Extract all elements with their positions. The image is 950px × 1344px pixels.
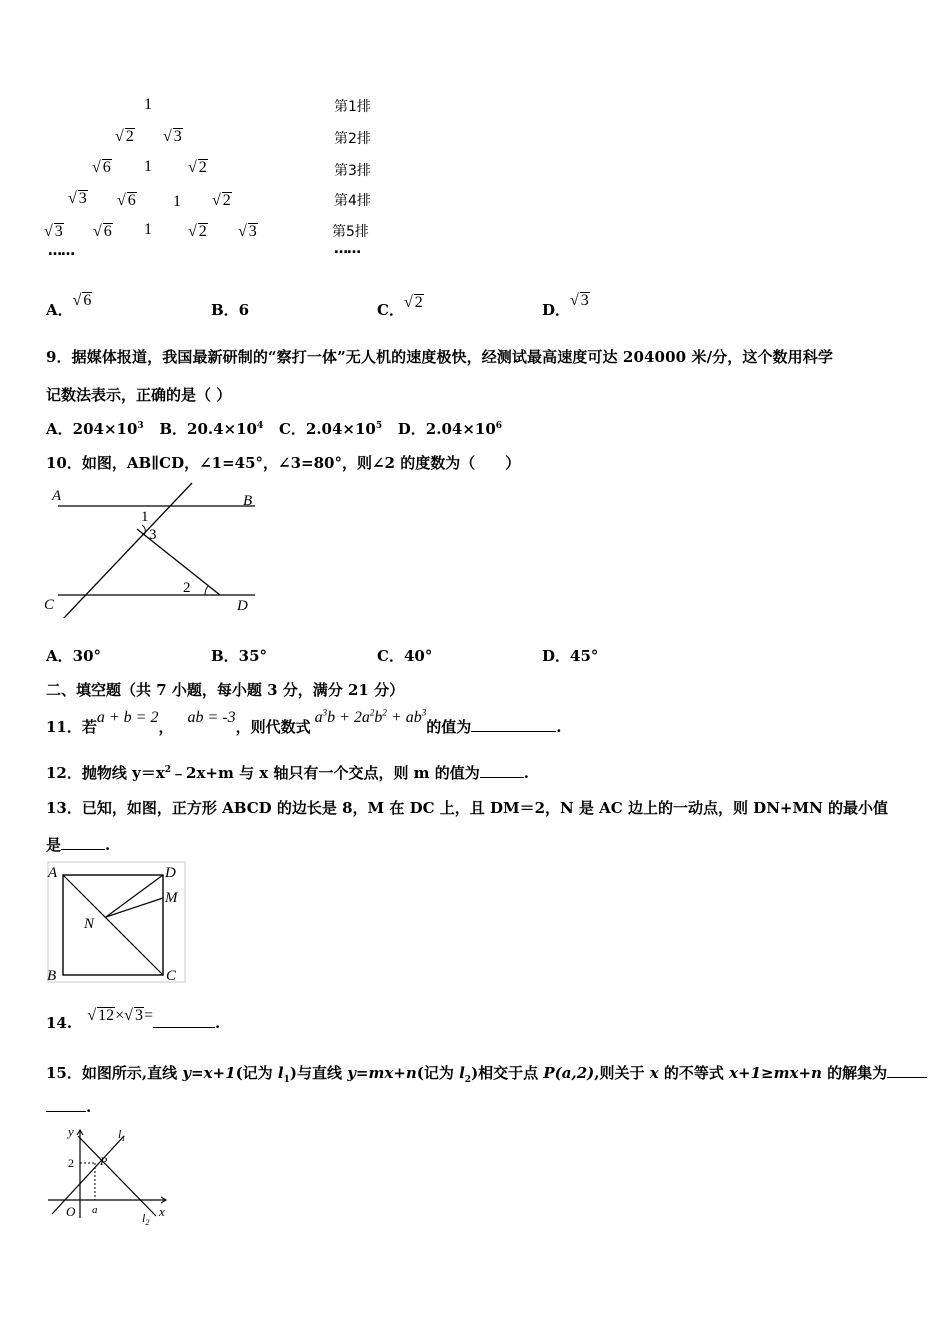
- q10-parallel-lines-figure: [40, 478, 270, 618]
- q8-option-d: D．√ 3: [542, 292, 589, 319]
- q10-option-b: B．35°: [211, 647, 268, 665]
- q12: 12．抛物线 $y=x^2﹣2x+m$ 与 x 轴只有一个交点，则 m 的值为 .: [46, 764, 530, 782]
- row-label-3: 第3排: [334, 163, 371, 179]
- label-c: C: [44, 597, 55, 613]
- q8-option-b: B．6: [211, 301, 250, 319]
- q10-option-d: D．45°: [542, 647, 599, 665]
- tick-a: a: [92, 1204, 98, 1216]
- tick-2: 2: [68, 1156, 74, 1170]
- tri-r5c2: √ 6: [93, 223, 112, 240]
- q10-option-a: A．30°: [46, 647, 102, 665]
- y-label: y: [68, 1124, 74, 1139]
- tri-r3c3: √ 2: [188, 159, 207, 176]
- transversal: [62, 483, 192, 618]
- q8-option-c: C．√ 2: [377, 294, 423, 319]
- tri-r5c3: 1: [144, 221, 152, 238]
- q15-answer-blank[interactable]: [887, 1077, 927, 1078]
- row-label-2: 第2排: [334, 131, 371, 147]
- q9-option-a: A．$204\times 10^3$: [46, 420, 144, 438]
- q13-answer-blank[interactable]: [61, 849, 105, 850]
- tri-r4c1: √ 3: [68, 190, 87, 207]
- tri-r4c2: √ 6: [117, 192, 136, 209]
- row-label-5: 第5排: [332, 224, 369, 240]
- angle-2-label: 2: [183, 580, 191, 596]
- tri-ellipsis-left: ……: [48, 243, 74, 259]
- q9-option-c: C．$2.04\times 10^5$: [278, 420, 383, 438]
- angle-3-label: 3: [149, 527, 157, 543]
- q12-answer-blank[interactable]: [480, 777, 524, 778]
- label-b: B: [47, 968, 57, 984]
- q11-answer-blank[interactable]: [471, 731, 556, 732]
- q14-answer-blank[interactable]: [153, 1027, 215, 1028]
- line-l2: [78, 1136, 156, 1216]
- q9-option-d: D．$2.04\times 10^6$: [397, 420, 503, 438]
- tri-r5c4: √ 2: [188, 223, 207, 240]
- tri-r4c3: 1: [173, 193, 181, 210]
- q13-line2: 是 .: [46, 836, 111, 854]
- q13-square-figure: [44, 860, 189, 985]
- label-c: C: [166, 968, 177, 984]
- q11: 11．若a + b = 2，ab = -3，则代数式$a^3b + 2a^2b^2 + ab^3$的值为 .: [46, 707, 562, 736]
- x-label: x: [159, 1204, 165, 1219]
- q15-line2: .: [46, 1098, 91, 1116]
- angle-1-label: 1: [141, 509, 149, 525]
- diagonal-ac: [63, 875, 163, 975]
- q15-graph-figure: [44, 1124, 174, 1228]
- tri-r5c1: √ 3: [44, 223, 63, 240]
- q14: 14. √ 12×√ 3= .: [46, 1007, 221, 1032]
- point-p-label: P: [100, 1154, 108, 1168]
- tri-r1c1: 1: [144, 96, 152, 113]
- tri-r2c2: √ 3: [163, 128, 182, 145]
- label-b: B: [243, 493, 253, 509]
- label-a: A: [48, 865, 58, 881]
- label-d: D: [165, 865, 176, 881]
- q9-line2: 记数法表示，正确的是（ ）: [46, 386, 232, 404]
- tri-r3c2: 1: [144, 158, 152, 175]
- row-label-4: 第4排: [334, 193, 371, 209]
- q15-line1: 15．如图所示,直线 y=x+1(记为 $l_1$)与直线 y=mx+n(记为 $l_2$)相交于点 P(a,2),则关于 x 的不等式 x+1≥mx+n 的解集为: [46, 1062, 927, 1085]
- label-d: D: [237, 598, 248, 614]
- l1-label: $l_1$: [118, 1127, 126, 1143]
- label-a: A: [52, 488, 62, 504]
- section2-heading: 二、填空题（共 7 小题，每小题 3 分，满分 21 分）: [46, 681, 405, 699]
- q9-options: [46, 418, 502, 439]
- l2-label: $l_2$: [142, 1211, 150, 1227]
- q15-answer-blank-cont[interactable]: [46, 1111, 86, 1112]
- tri-r3c1: √ 6: [92, 159, 111, 176]
- row-ellipsis: ……: [334, 241, 360, 257]
- q10-option-c: C．40°: [377, 647, 433, 665]
- q8-option-a: A．√ 6: [46, 292, 92, 319]
- label-m: M: [165, 890, 178, 906]
- origin-label: O: [66, 1204, 76, 1219]
- q13-line1: 13．已知，如图，正方形 ABCD 的边长是 8，M 在 DC 上，且 DM＝2，N 是 AC 边上的一动点，则 DN+MN 的最小值: [46, 799, 889, 817]
- line-l1: [52, 1136, 124, 1214]
- row-label-1: 第1排: [334, 99, 371, 115]
- q9-option-b: B．$20.4\times 10^4$: [159, 420, 264, 438]
- q10-stem: 10．如图，AB∥CD，∠1=45°，∠3=80°，则∠2 的度数为（ ）: [46, 454, 521, 472]
- segment-nm: [106, 898, 163, 917]
- segment-nd: [106, 875, 163, 917]
- tri-r2c1: √ 2: [115, 128, 134, 145]
- tri-r5c5: √ 3: [238, 223, 257, 240]
- q9-line1: 9．据媒体报道，我国最新研制的“察打一体”无人机的速度极快，经测试最高速度可达 204000 米/分，这个数用科学: [46, 348, 833, 366]
- label-n: N: [84, 916, 95, 932]
- tri-r4c4: √ 2: [212, 192, 231, 209]
